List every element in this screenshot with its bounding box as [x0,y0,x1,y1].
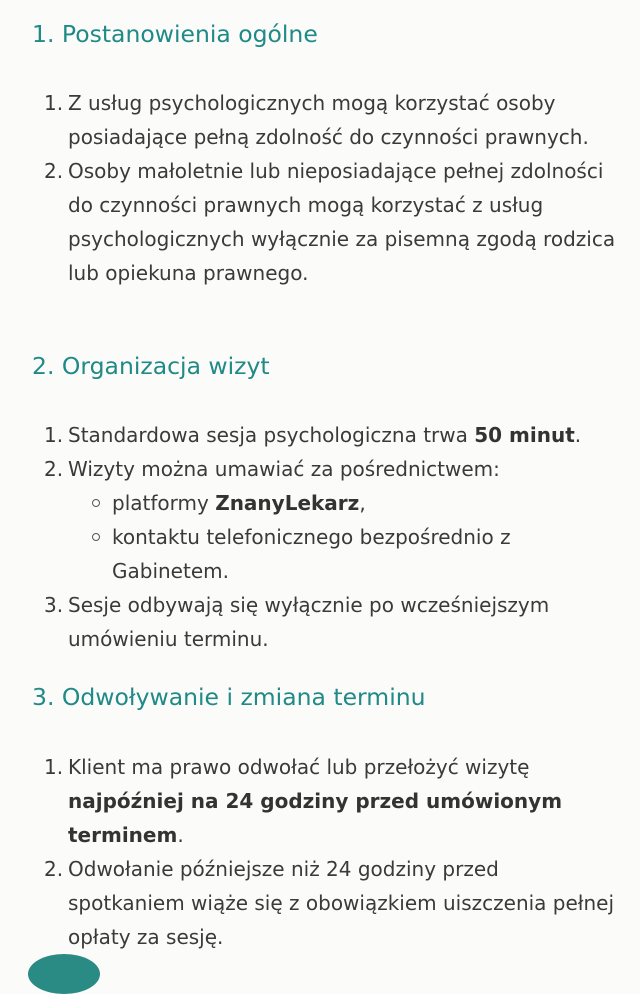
list-item-number: 2. [44,457,64,481]
sub-list-item-text: platformy [112,491,216,515]
section-2-list [0,418,640,656]
session-duration: 50 minut [474,423,575,447]
list-item-text: Sesje odbywają się wyłącznie po wcześniejszym umówieniu terminu. [68,593,550,651]
list-item-text: Odwołanie późniejsze niż 24 godziny przed spotkaniem wiąże się z obowiązkiem uiszczenia pełnej opłaty za sesję. [68,857,615,949]
list-item-text-end: . [177,823,184,847]
section-heading-2: 2. Organizacja wizyt [32,352,270,380]
cancellation-deadline: najpóźniej na 24 godziny przed umówionym terminem [68,789,563,847]
list-item-number: 1. [44,755,64,779]
list-item-text: Osoby małoletnie lub nieposiadające pełnej zdolności do czynności prawnych mogą korzystać z usług psychologicznych wyłącznie za pisemną zgodą rodzica lub opiekuna prawnego. [68,159,616,285]
list-item-number: 1. [44,91,64,115]
list-item-text: Klient ma prawo odwołać lub przełożyć wizytę [68,755,530,779]
list-item-text-end: . [574,423,582,447]
list-item [0,154,640,290]
list-item-number: 3. [44,593,64,617]
list-item [0,750,640,852]
list-item-text: Standardowa sesja psychologiczna trwa [68,423,475,447]
list-item [0,452,640,588]
circle-bullet-icon [92,533,100,541]
list-item-text: Z usług psychologicznych mogą korzystać osoby posiadające pełną zdolność do czynności prawnych. [68,91,589,149]
list-item [0,418,640,452]
section-heading-3: 3. Odwoływanie i zmiana terminu [32,683,426,711]
platform-name: ZnanyLekarz [215,491,360,515]
sub-list-item-text-end: , [359,491,366,515]
circle-bullet-icon [92,499,100,507]
list-item-number: 2. [44,159,64,183]
section-3-list [0,750,640,954]
section-heading-1: 1. Postanowienia ogólne [32,20,318,48]
booking-methods-list [68,486,616,588]
sub-list-item [68,486,616,520]
list-item [0,852,640,954]
list-item-text: Wizyty można umawiać za pośrednictwem: [68,457,500,481]
sub-list-item [68,520,616,588]
sub-list-item-text: kontaktu telefonicznego bezpośrednio z Gabinetem. [112,525,511,583]
list-item-number: 1. [44,423,64,447]
list-item [0,588,640,656]
floating-chat-button-partial[interactable] [28,954,100,994]
list-item [0,86,640,154]
list-item-number: 2. [44,857,64,881]
section-1-list [0,86,640,290]
